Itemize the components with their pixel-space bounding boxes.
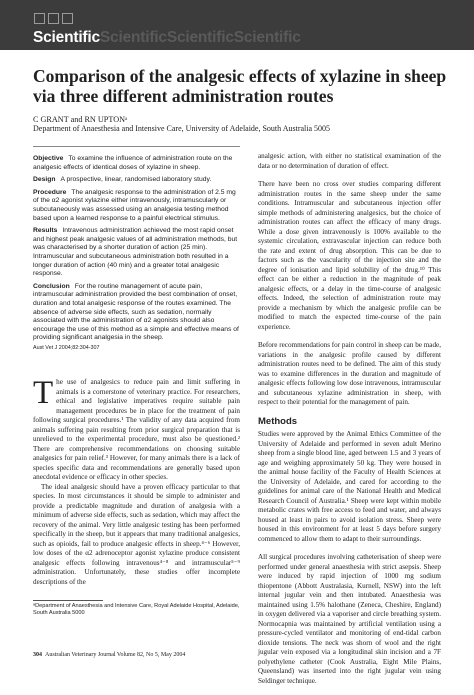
- body-left-column: [33, 375, 240, 587]
- right-paragraph-3: Before recommendations for pain control in sheep can be made, variations in the analgesic profile caused by different administration routes need to be defined. The aim of this study was to examine differences in the duration and magnitude of analgesic effects following low dose intravenous, intramuscular and subcutaneous xylazine administration in sheep, with respect to their potential for the management of pain.: [258, 341, 441, 406]
- journal-banner: [0, 0, 474, 50]
- conclusion-label: Conclusion: [33, 282, 70, 290]
- design-text: A prospective, linear, randomised laboratory study.: [60, 176, 212, 184]
- procedure-text: The analgesic response to the administration of 2.5 mg of the α2 agonist xylazine either intravenously, intramuscularly or subcutaneously was assessed using an analgesia testing method based upon a learned response to a painful electrical stimulus.: [33, 188, 236, 222]
- abstract-design: [33, 176, 240, 185]
- methods-heading: Methods: [258, 415, 298, 427]
- page-footer: [33, 652, 185, 658]
- results-label: Results: [33, 227, 58, 235]
- intro-text-1: he use of analgesics to reduce pain and limit suffering in animals is a cornerstone of veterinary practice. For researchers, ethical and legislative imperatives require suitable pain management procedures be in place for the treatment of pain following surgical procedures.¹ The validity of any data acquired from animals suffering pain resulting from prior surgical preparation that is unrelieved to the experimental procedure, must also be questioned.² There are comprehensive recommendations on choosing suitable analgesics for pain relief.³ However, for many animals there is a lack of species specific data and recommendations are generally based upon anecdotal evidence or efficacy in other species.: [33, 378, 240, 481]
- page-number: 304: [33, 652, 42, 658]
- body-right-column: [258, 152, 441, 695]
- journal-info: Australian Veterinary Journal Volume 82, No 5, May 2004: [45, 652, 186, 658]
- design-label: Design: [33, 176, 56, 184]
- abstract-objective: [33, 155, 240, 172]
- right-paragraph-1: analgesic action, with either no statistical examination of the data or no determination of duration of effect.: [258, 152, 441, 170]
- procedure-label: Procedure: [33, 188, 67, 196]
- conclusion-text: For the routine management of acute pain, intramuscular administration provided the best combination of onset, duration and total analgesic response of the routes examined. The absence of adverse side effects, such as sedation, normally associated with the administration of α2 agonists should also encourage the use of this method as a simple and effective means of providing significant analgesia in the sheep.: [33, 282, 239, 342]
- results-text: Intravenous administration achieved the most rapid onset and highest peak analgesic values of all administration methods, but was characterised by a shorter duration of action (25 min). Intramuscular and subcutaneous administration both resulted in a longer duration of action (40 min) and a greater total analgesic response.: [33, 227, 238, 278]
- footnote: ᵃDepartment of Anaesthesia and Intensive Care, Royal Adelaide Hospital, Adelaide, South Australia 5000: [33, 603, 240, 617]
- authors: C GRANT and RN UPTONᵃ: [33, 115, 128, 124]
- banner-brand: Scientific: [33, 29, 100, 46]
- drop-cap: T: [33, 375, 54, 411]
- right-paragraph-2: There have been no cross over studies comparing different administration routes in the same sheep under the same conditions. Intramuscular and subcutaneous injection offer simple methods of administering analgesics, but the choice of administration routes can affect the efficacy of many drugs. While a dose given intravenously is 100% available to the systemic circulation, extravascular injection can reduce both the rate and extent of drug absorption. This can be due to factors such as the vascularity of the injection site and the degree of ionisation and lipid solubility of the drug.¹⁰ This effect can be either a reduction in the magnitude of peak analgesic effects, or a delay in the time-course of analgesic effects. Indeed, the selection of administration route may provide a mechanism by which the analgesic profile can be modified to match the expected time-course of the pain experience.: [258, 180, 441, 331]
- citation: Aust Vet J 2004;82:304-307: [33, 344, 100, 351]
- affiliation: Department of Anaesthesia and Intensive Care, University of Adelaide, South Australia 5005: [33, 124, 331, 133]
- intro-paragraph-2: The ideal analgesic should have a proven efficacy particular to that species. In most circumstances it should be simple to administer and provide a predictable magnitude and duration of analgesia with a minimum of adverse side effects, such as sedation, which may affect the recovery of the animal. Very little analgesic testing has been performed specifically in the sheep, but it appears that many traditional analgesics, such as opioids, fail to produce analgesic effects in sheep.⁴⁻⁶ However, low doses of the α2 adrenoceptor agonist xylazine produce consistent analgesic effects following intravenous⁴⁻⁸ and intramuscular⁵⁻⁹ administration. Unfortunately, these studies offer incomplete descriptions of the: [33, 482, 240, 586]
- abstract-results: [33, 227, 240, 279]
- banner-squares-icon: [34, 13, 73, 24]
- abstract-conclusion: [33, 283, 240, 343]
- methods-paragraph-1: Studies were approved by the Animal Ethics Committee of the University of Adelaide and performed in seven adult Merino sheep from a single blood line, aged between 1.5 and 3 years of age and weighing approximately 50 kg. They were housed in the animal house facility of the Faculty of Health Sciences at the University of Adelaide, and cared for according to the guidelines for animal care of the National Health and Medical Research Council of Australia.¹ Sheep were kept within mobile metabolic crates with free access to feed and water, and always housed at least in pairs to avoid isolation stress. Sheep were housed in this environment for at least 5 days before surgery commenced to allow them to adapt to their surroundings.: [258, 430, 441, 543]
- methods-paragraph-2: All surgical procedures involving catheterisation of sheep were performed under general anaesthesia with strict asepsis. Sheep were induced by rapid injection of 1000 mg sodium thiopentone (Abbott Australasia, Kurnell, NSW) into the left internal jugular vein and then intubated. Anaesthesia was maintained using 1.5% halothane (Zeneca, Cheshire, England) in oxygen delivered via a vaporiser and circle breathing system. Normocapnia was maintained by artificial ventilation using a pressure-cycled ventilator and monitoring of end-tidal carbon dioxide tensions. The neck was shorn of wool and the right jugular vein exposed via a longitudinal skin incision and a 7F polyethylene catheter (Cook Australia, Eight Mile Plains, Queensland) was inserted into the right jugular vein using Seldinger technique.: [258, 553, 441, 685]
- intro-paragraph-1: [33, 375, 240, 483]
- objective-label: Objective: [33, 155, 64, 162]
- abstract-rule: [33, 146, 240, 147]
- banner-ghost-text: ScientificScientificScientific: [99, 29, 301, 46]
- footnote-rule: [33, 600, 103, 601]
- article-title: Comparison of the analgesic effects of xylazine in sheep via three different administration routes: [33, 66, 447, 106]
- banner-title: [33, 29, 301, 47]
- abstract: [33, 155, 240, 356]
- abstract-procedure: [33, 189, 240, 223]
- objective-text: To examine the influence of administration route on the analgesic effects of identical doses of xylazine in sheep.: [33, 155, 233, 171]
